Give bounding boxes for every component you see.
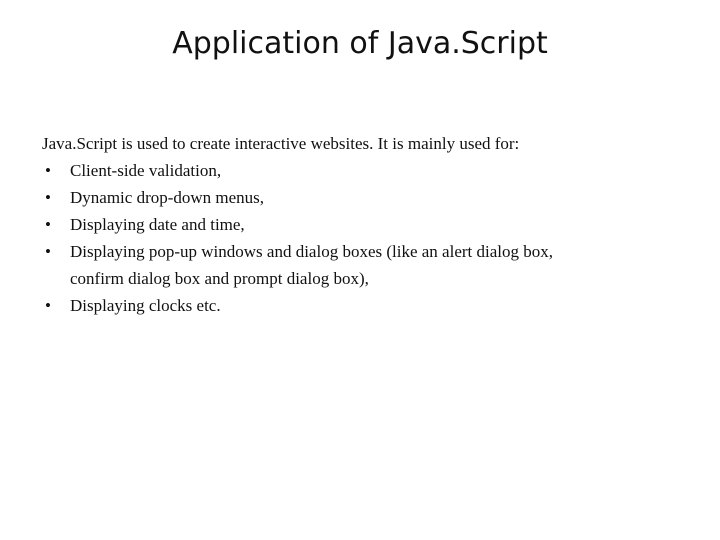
- slide-body: [42, 130, 682, 319]
- bullet-text: Dynamic drop-down menus,: [70, 188, 265, 207]
- bullet-list: [42, 157, 682, 319]
- bullet-item: [42, 292, 682, 319]
- bullet-continuation-text: confirm dialog box and prompt dialog box),: [70, 269, 369, 288]
- bullet-item: [42, 157, 682, 184]
- bullet-text: Displaying pop-up windows and dialog boxes (like an alert dialog box,: [70, 242, 553, 261]
- intro-text: Java.Script is used to create interactive websites. It is mainly used for:: [42, 134, 520, 153]
- bullet-icon: •: [45, 215, 51, 234]
- bullet-item: [42, 238, 682, 292]
- bullet-icon: •: [45, 296, 51, 315]
- bullet-icon: •: [45, 161, 51, 180]
- bullet-icon: •: [45, 188, 51, 207]
- bullet-item: [42, 211, 682, 238]
- bullet-text: Client-side validation,: [70, 161, 222, 180]
- bullet-icon: •: [45, 242, 51, 261]
- bullet-text: Displaying date and time,: [70, 215, 245, 234]
- slide-title: Application of Java.Script: [172, 26, 548, 61]
- bullet-text: Displaying clocks etc.: [70, 296, 221, 315]
- bullet-item: [42, 184, 682, 211]
